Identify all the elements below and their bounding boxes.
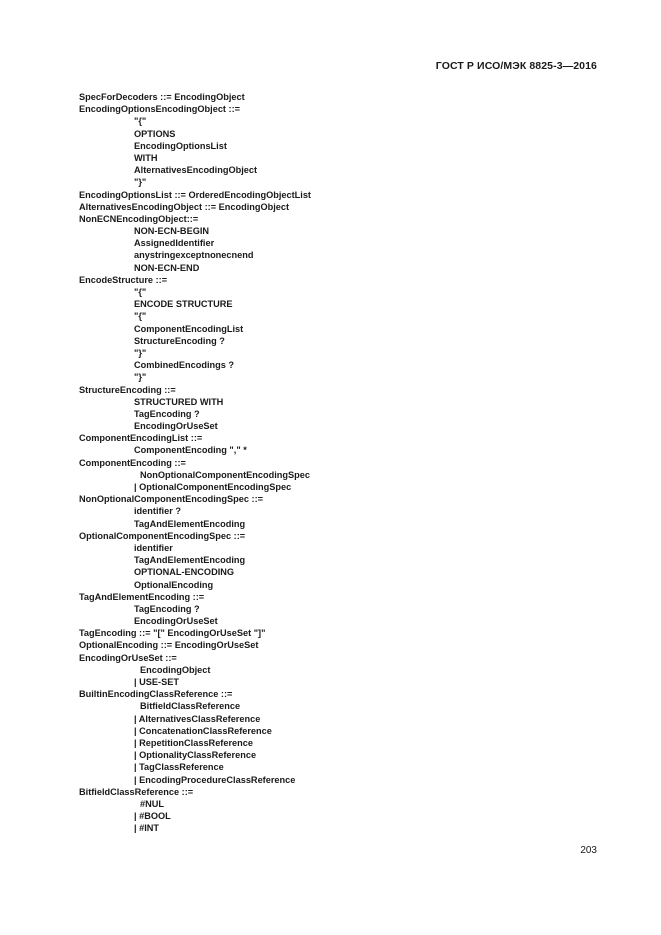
rule-body-line: "{" <box>134 311 147 322</box>
page-number: 203 <box>580 845 597 856</box>
rule-body-line: EncodingOrUseSet <box>134 616 218 627</box>
rule-body-line: TagAndElementEncoding <box>134 555 246 566</box>
rule-body-line: NonOptionalComponentEncodingSpec <box>140 469 310 480</box>
rule-body-line: BitfieldClassReference <box>140 701 241 712</box>
production-rule: NonECNEncodingObject::= <box>79 213 199 224</box>
rule-body-line: "{" <box>134 116 147 127</box>
production-rule: EncodeStructure ::= <box>79 274 168 285</box>
rule-body-line: "}" <box>134 347 147 358</box>
rule-body-line: | ConcatenationClassReference <box>134 725 272 736</box>
rule-body-line: TagEncoding ? <box>134 408 200 419</box>
production-rule: AlternativesEncodingObject ::= EncodingObject <box>79 201 290 212</box>
production-rule: StructureEncoding ::= <box>79 384 176 395</box>
production-rule: SpecForDecoders ::= EncodingObject <box>79 92 245 102</box>
rule-body-line: "}" <box>134 372 147 383</box>
rule-body-line: identifier <box>134 542 173 553</box>
rule-body-line: OPTIONAL-ENCODING <box>134 567 235 578</box>
rule-body-line: AlternativesEncodingObject <box>134 165 258 176</box>
rule-body-line: EncodingOrUseSet <box>134 421 218 432</box>
rule-body-line: | #BOOL <box>134 811 171 822</box>
production-rule: OptionalComponentEncodingSpec ::= <box>79 530 246 541</box>
production-rule: ComponentEncodingList ::= <box>79 433 203 444</box>
rule-body-line: ComponentEncoding "," * <box>134 445 247 456</box>
rule-body-line: NON-ECN-BEGIN <box>134 226 210 237</box>
rule-body-line: OPTIONS <box>134 128 176 139</box>
rule-body-line: "}" <box>134 177 147 188</box>
production-rule: EncodingOptionsEncodingObject ::= <box>79 104 241 115</box>
rule-body-line: EncodingObject <box>140 664 211 675</box>
rule-body-line: | TagClassReference <box>134 762 224 773</box>
rule-body-line: anystringexceptnonecnend <box>134 250 254 261</box>
rule-body-line: AssignedIdentifier <box>134 238 215 249</box>
production-rule: TagAndElementEncoding ::= <box>79 591 205 602</box>
rule-body-line: WITH <box>134 152 158 163</box>
rule-body-line: TagAndElementEncoding <box>134 518 246 529</box>
production-rule: EncodingOptionsList ::= OrderedEncodingObjectList <box>79 189 311 200</box>
production-rule: BitfieldClassReference ::= <box>79 786 194 797</box>
rule-body-line: StructureEncoding ? <box>134 335 225 346</box>
rule-body-line: | EncodingProcedureClassReference <box>134 774 296 785</box>
rule-body-line: | #INT <box>134 823 160 834</box>
production-rule: TagEncoding ::= "[" EncodingOrUseSet "]" <box>79 628 266 639</box>
rule-body-line: | AlternativesClassReference <box>134 713 261 724</box>
rule-body-line: NON-ECN-END <box>134 262 200 273</box>
rule-body-line: CombinedEncodings ? <box>134 360 235 371</box>
production-rule: OptionalEncoding ::= EncodingOrUseSet <box>79 640 259 651</box>
rule-body-line: ComponentEncodingList <box>134 323 244 334</box>
rule-body-line: OptionalEncoding <box>134 579 214 590</box>
rule-body-line: | OptionalityClassReference <box>134 750 257 761</box>
production-rule: BuiltinEncodingClassReference ::= <box>79 689 233 700</box>
rule-body-line: | USE-SET <box>134 677 179 687</box>
rule-body-line: EncodingOptionsList <box>134 140 227 151</box>
production-rule: NonOptionalComponentEncodingSpec ::= <box>79 494 263 505</box>
production-rule: ComponentEncoding ::= <box>79 457 186 468</box>
rule-body-line: #NUL <box>140 798 164 809</box>
rule-body-line: ENCODE STRUCTURE <box>134 299 233 310</box>
rule-body-line: STRUCTURED WITH <box>134 396 224 407</box>
document-header: ГОСТ Р ИСО/МЭК 8825-3—2016 <box>435 60 597 72</box>
rule-body-line: "{" <box>134 287 147 297</box>
rule-body-line: TagEncoding ? <box>134 603 200 614</box>
rule-body-line: | OptionalComponentEncodingSpec <box>134 482 292 492</box>
grammar-listing <box>79 91 311 834</box>
production-rule: EncodingOrUseSet ::= <box>79 652 177 663</box>
rule-body-line: identifier ? <box>134 506 181 517</box>
rule-body-line: | RepetitionClassReference <box>134 737 253 748</box>
